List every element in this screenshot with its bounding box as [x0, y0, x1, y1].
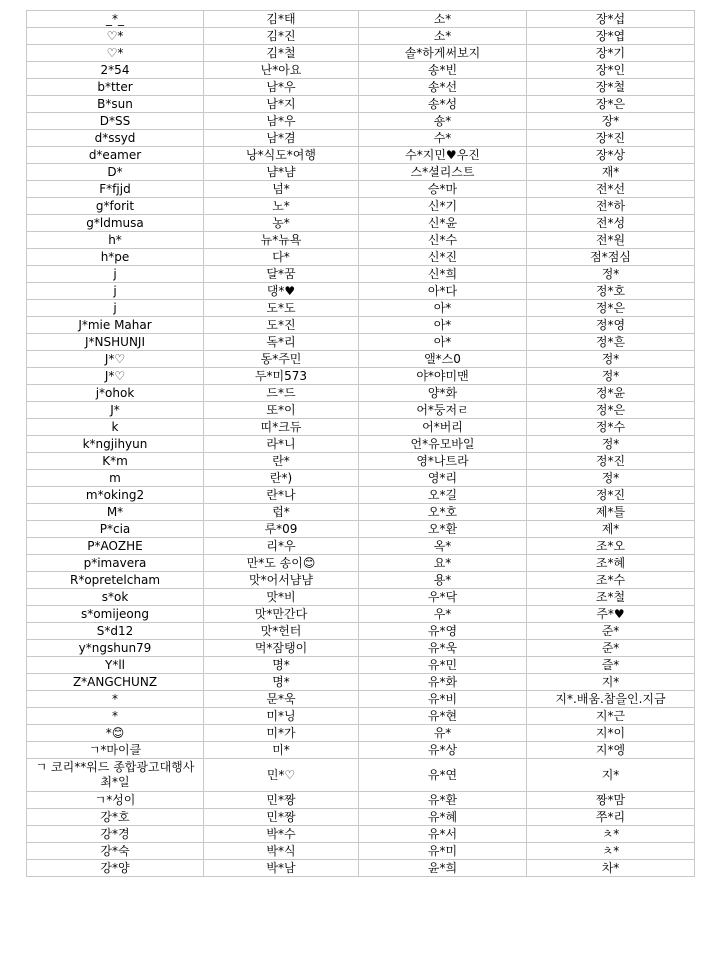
table-cell-name-col-4: 정*윤 [527, 385, 695, 402]
table-cell-name-col-1: ㄱ 코리**워드 종합광고대행사 최*일 [27, 759, 204, 792]
table-cell-name-col-3: 오*호 [359, 504, 527, 521]
table-cell-name-col-2: 루*09 [204, 521, 359, 538]
table-cell-name-col-2: 드*드 [204, 385, 359, 402]
table-cell-name-col-2: 독*리 [204, 334, 359, 351]
table-cell-name-col-1: d*ssyd [27, 130, 204, 147]
table-row [27, 555, 695, 572]
table-cell-name-col-4: 지*엥 [527, 742, 695, 759]
table-cell-name-col-1: b*tter [27, 79, 204, 96]
table-cell-name-col-3: 아* [359, 334, 527, 351]
table-row [27, 300, 695, 317]
table-cell-name-col-2: 댕*♥ [204, 283, 359, 300]
table-row [27, 266, 695, 283]
table-cell-name-col-4: 정* [527, 368, 695, 385]
table-cell-name-col-3: 스*셜리스트 [359, 164, 527, 181]
table-cell-name-col-4: 전*선 [527, 181, 695, 198]
table-cell-name-col-2: 민*♡ [204, 759, 359, 792]
table-cell-name-col-1: m [27, 470, 204, 487]
table-cell-name-col-1: s*ok [27, 589, 204, 606]
table-cell-name-col-3: 옥* [359, 538, 527, 555]
table-cell-name-col-1: k [27, 419, 204, 436]
table-cell-name-col-1: j [27, 283, 204, 300]
table-cell-name-col-1: s*omijeong [27, 606, 204, 623]
table-cell-name-col-1: h* [27, 232, 204, 249]
table-cell-name-col-2: 남*우 [204, 79, 359, 96]
table-cell-name-col-2: 김*철 [204, 45, 359, 62]
table-cell-name-col-3: 신*윤 [359, 215, 527, 232]
table-row [27, 504, 695, 521]
table-row [27, 164, 695, 181]
table-cell-name-col-1: 2*54 [27, 62, 204, 79]
table-cell-name-col-1: 강*호 [27, 809, 204, 826]
table-cell-name-col-2: 럽* [204, 504, 359, 521]
table-cell-name-col-2: 리*우 [204, 538, 359, 555]
table-cell-name-col-3: 유*비 [359, 691, 527, 708]
table-cell-name-col-2: 란* [204, 453, 359, 470]
table-cell-name-col-4: 즐* [527, 657, 695, 674]
names-table [26, 10, 695, 877]
table-cell-name-col-1: J*NSHUNJI [27, 334, 204, 351]
table-body [27, 11, 695, 877]
table-cell-name-col-4: 전*하 [527, 198, 695, 215]
table-cell-name-col-2: 맛*비 [204, 589, 359, 606]
table-row [27, 232, 695, 249]
table-row [27, 385, 695, 402]
table-cell-name-col-2: 명* [204, 674, 359, 691]
table-cell-name-col-2: 다* [204, 249, 359, 266]
table-cell-name-col-2: 명* [204, 657, 359, 674]
table-cell-name-col-4: 차* [527, 860, 695, 877]
table-row [27, 640, 695, 657]
table-cell-name-col-4: 지* [527, 759, 695, 792]
table-cell-name-col-1: B*sun [27, 96, 204, 113]
table-cell-name-col-4: 조*혜 [527, 555, 695, 572]
table-cell-name-col-4: 장*섭 [527, 11, 695, 28]
table-cell-name-col-1: S*d12 [27, 623, 204, 640]
table-cell-name-col-1: D*SS [27, 113, 204, 130]
table-row [27, 453, 695, 470]
table-row [27, 147, 695, 164]
table-row [27, 130, 695, 147]
table-cell-name-col-3: 요* [359, 555, 527, 572]
table-cell-name-col-3: 윤*희 [359, 860, 527, 877]
table-cell-name-col-1: *😊 [27, 725, 204, 742]
table-cell-name-col-3: 송*빈 [359, 62, 527, 79]
table-row [27, 843, 695, 860]
table-cell-name-col-3: 아* [359, 317, 527, 334]
table-cell-name-col-2: 란*) [204, 470, 359, 487]
table-cell-name-col-3: 수*지민♥우진 [359, 147, 527, 164]
table-cell-name-col-3: 송*선 [359, 79, 527, 96]
table-row [27, 317, 695, 334]
table-cell-name-col-2: 박*식 [204, 843, 359, 860]
table-cell-name-col-2: 먹*잠탱이 [204, 640, 359, 657]
table-cell-name-col-4: 정*호 [527, 283, 695, 300]
table-cell-name-col-4: 점*점심 [527, 249, 695, 266]
table-cell-name-col-4: ㅊ* [527, 826, 695, 843]
table-row [27, 436, 695, 453]
table-cell-name-col-3: 양*화 [359, 385, 527, 402]
table-cell-name-col-3: 용* [359, 572, 527, 589]
table-cell-name-col-3: 숑* [359, 113, 527, 130]
table-cell-name-col-4: 지*.배움.참을인.지금 [527, 691, 695, 708]
table-cell-name-col-3: 소* [359, 11, 527, 28]
table-cell-name-col-3: 유*화 [359, 674, 527, 691]
table-cell-name-col-1: j [27, 300, 204, 317]
table-cell-name-col-3: 유* [359, 725, 527, 742]
table-cell-name-col-1: k*ngjihyun [27, 436, 204, 453]
table-cell-name-col-4: 지* [527, 674, 695, 691]
table-cell-name-col-3: 신*희 [359, 266, 527, 283]
table-cell-name-col-3: 우*닥 [359, 589, 527, 606]
table-cell-name-col-4: 짱*맘 [527, 792, 695, 809]
table-row [27, 792, 695, 809]
table-cell-name-col-2: 낭*식도*여행 [204, 147, 359, 164]
table-cell-name-col-3: 유*영 [359, 623, 527, 640]
table-cell-name-col-4: 정*은 [527, 402, 695, 419]
table-cell-name-col-4: 정*영 [527, 317, 695, 334]
table-cell-name-col-2: 라*니 [204, 436, 359, 453]
table-cell-name-col-3: 유*연 [359, 759, 527, 792]
table-row [27, 521, 695, 538]
table-cell-name-col-1: * [27, 691, 204, 708]
table-cell-name-col-2: 도*진 [204, 317, 359, 334]
table-cell-name-col-2: 박*남 [204, 860, 359, 877]
table-cell-name-col-2: 뉴*뉴욕 [204, 232, 359, 249]
table-cell-name-col-2: 민*짱 [204, 792, 359, 809]
table-cell-name-col-1: j*ohok [27, 385, 204, 402]
table-cell-name-col-4: 제*틀 [527, 504, 695, 521]
table-cell-name-col-4: 장*은 [527, 96, 695, 113]
table-cell-name-col-1: d*eamer [27, 147, 204, 164]
table-cell-name-col-1: ♡* [27, 45, 204, 62]
table-row [27, 283, 695, 300]
table-row [27, 62, 695, 79]
table-row [27, 181, 695, 198]
table-cell-name-col-1: m*oking2 [27, 487, 204, 504]
table-cell-name-col-4: 조*철 [527, 589, 695, 606]
table-cell-name-col-4: 주*♥ [527, 606, 695, 623]
table-cell-name-col-3: 유*현 [359, 708, 527, 725]
table-cell-name-col-4: 지*이 [527, 725, 695, 742]
table-cell-name-col-2: 띠*크듀 [204, 419, 359, 436]
table-cell-name-col-2: 미* [204, 742, 359, 759]
table-row [27, 351, 695, 368]
table-row [27, 623, 695, 640]
table-cell-name-col-3: 앨*스0 [359, 351, 527, 368]
table-cell-name-col-4: 장*상 [527, 147, 695, 164]
table-row [27, 589, 695, 606]
table-row [27, 725, 695, 742]
table-row [27, 809, 695, 826]
table-cell-name-col-2: 농* [204, 215, 359, 232]
table-row [27, 419, 695, 436]
table-cell-name-col-1: J*mie Mahar [27, 317, 204, 334]
table-cell-name-col-1: J* [27, 402, 204, 419]
table-cell-name-col-4: 장*철 [527, 79, 695, 96]
table-cell-name-col-4: 장*기 [527, 45, 695, 62]
table-row [27, 96, 695, 113]
table-cell-name-col-1: K*m [27, 453, 204, 470]
table-cell-name-col-4: 재* [527, 164, 695, 181]
table-cell-name-col-4: 정* [527, 266, 695, 283]
table-cell-name-col-1: ♡* [27, 28, 204, 45]
table-cell-name-col-3: 유*혜 [359, 809, 527, 826]
table-cell-name-col-3: 영*리 [359, 470, 527, 487]
table-cell-name-col-2: 두*미573 [204, 368, 359, 385]
table-cell-name-col-2: 냠*냠 [204, 164, 359, 181]
table-cell-name-col-3: 오*길 [359, 487, 527, 504]
table-cell-name-col-3: 어*둥저ㄹ [359, 402, 527, 419]
table-row [27, 402, 695, 419]
table-row [27, 487, 695, 504]
table-cell-name-col-3: 송*성 [359, 96, 527, 113]
table-row [27, 45, 695, 62]
table-cell-name-col-2: 박*수 [204, 826, 359, 843]
table-cell-name-col-4: 전*원 [527, 232, 695, 249]
table-cell-name-col-2: 달*꿈 [204, 266, 359, 283]
table-cell-name-col-2: 또*이 [204, 402, 359, 419]
table-cell-name-col-4: 정*흔 [527, 334, 695, 351]
table-cell-name-col-2: 미*닝 [204, 708, 359, 725]
table-cell-name-col-2: 남*지 [204, 96, 359, 113]
table-cell-name-col-3: 아* [359, 300, 527, 317]
table-cell-name-col-1: P*cia [27, 521, 204, 538]
table-cell-name-col-1: Z*ANGCHUNZ [27, 674, 204, 691]
table-cell-name-col-4: 정*은 [527, 300, 695, 317]
table-cell-name-col-4: 준* [527, 623, 695, 640]
table-cell-name-col-4: 장*엽 [527, 28, 695, 45]
table-row [27, 215, 695, 232]
table-cell-name-col-2: 미*가 [204, 725, 359, 742]
table-cell-name-col-4: 조*오 [527, 538, 695, 555]
table-row [27, 826, 695, 843]
table-cell-name-col-2: 노* [204, 198, 359, 215]
table-cell-name-col-4: 장*진 [527, 130, 695, 147]
table-cell-name-col-1: * [27, 708, 204, 725]
table-cell-name-col-3: 신*진 [359, 249, 527, 266]
table-cell-name-col-4: 조*수 [527, 572, 695, 589]
table-cell-name-col-1: R*opretelcham [27, 572, 204, 589]
table-cell-name-col-2: 란*나 [204, 487, 359, 504]
table-cell-name-col-3: 소* [359, 28, 527, 45]
table-cell-name-col-1: M* [27, 504, 204, 521]
table-cell-name-col-1: j [27, 266, 204, 283]
table-cell-name-col-3: 어*버리 [359, 419, 527, 436]
table-cell-name-col-4: 전*성 [527, 215, 695, 232]
table-cell-name-col-4: ㅊ* [527, 843, 695, 860]
table-cell-name-col-2: 맛*만간다 [204, 606, 359, 623]
table-row [27, 708, 695, 725]
table-cell-name-col-3: 유*민 [359, 657, 527, 674]
table-cell-name-col-1: h*pe [27, 249, 204, 266]
table-cell-name-col-1: J*♡ [27, 351, 204, 368]
table-cell-name-col-1: ㄱ*성이 [27, 792, 204, 809]
table-cell-name-col-3: 유*욱 [359, 640, 527, 657]
table-cell-name-col-3: 언*유모바일 [359, 436, 527, 453]
table-cell-name-col-2: 동*주민 [204, 351, 359, 368]
table-row [27, 691, 695, 708]
table-cell-name-col-4: 정* [527, 351, 695, 368]
table-cell-name-col-1: P*AOZHE [27, 538, 204, 555]
table-cell-name-col-2: 만*도 송이😊 [204, 555, 359, 572]
table-cell-name-col-4: 지*근 [527, 708, 695, 725]
table-row [27, 11, 695, 28]
table-cell-name-col-1: 강*숙 [27, 843, 204, 860]
table-row [27, 674, 695, 691]
table-row [27, 742, 695, 759]
table-cell-name-col-3: 수* [359, 130, 527, 147]
table-cell-name-col-3: 유*미 [359, 843, 527, 860]
table-cell-name-col-3: 야*야미맨 [359, 368, 527, 385]
table-cell-name-col-3: 아*다 [359, 283, 527, 300]
table-cell-name-col-4: 정* [527, 470, 695, 487]
table-cell-name-col-3: 신*수 [359, 232, 527, 249]
table-cell-name-col-4: 장* [527, 113, 695, 130]
table-row [27, 538, 695, 555]
table-cell-name-col-1: g*forit [27, 198, 204, 215]
table-cell-name-col-4: 정* [527, 436, 695, 453]
table-cell-name-col-1: 강*경 [27, 826, 204, 843]
table-cell-name-col-4: 장*인 [527, 62, 695, 79]
table-cell-name-col-3: 솔*하게써보지 [359, 45, 527, 62]
table-cell-name-col-1: J*♡ [27, 368, 204, 385]
table-cell-name-col-3: 영*나트라 [359, 453, 527, 470]
table-cell-name-col-2: 맛*어서냠냠 [204, 572, 359, 589]
table-row [27, 198, 695, 215]
table-cell-name-col-3: 승*마 [359, 181, 527, 198]
table-cell-name-col-3: 오*환 [359, 521, 527, 538]
table-row [27, 470, 695, 487]
table-cell-name-col-1: _*_ [27, 11, 204, 28]
table-row [27, 759, 695, 792]
table-cell-name-col-2: 남*우 [204, 113, 359, 130]
table-cell-name-col-4: 정*진 [527, 453, 695, 470]
table-cell-name-col-2: 김*진 [204, 28, 359, 45]
table-cell-name-col-1: y*ngshun79 [27, 640, 204, 657]
table-row [27, 572, 695, 589]
table-cell-name-col-4: 쭈*리 [527, 809, 695, 826]
table-cell-name-col-1: p*imavera [27, 555, 204, 572]
table-cell-name-col-2: 넘* [204, 181, 359, 198]
table-cell-name-col-1: 강*양 [27, 860, 204, 877]
table-row [27, 79, 695, 96]
table-cell-name-col-4: 정*수 [527, 419, 695, 436]
table-cell-name-col-2: 난*아요 [204, 62, 359, 79]
table-cell-name-col-1: D* [27, 164, 204, 181]
table-cell-name-col-1: Y*ll [27, 657, 204, 674]
table-row [27, 334, 695, 351]
table-row [27, 657, 695, 674]
table-cell-name-col-2: 도*도 [204, 300, 359, 317]
table-cell-name-col-4: 준* [527, 640, 695, 657]
table-cell-name-col-2: 김*태 [204, 11, 359, 28]
table-row [27, 28, 695, 45]
table-cell-name-col-3: 유*상 [359, 742, 527, 759]
table-row [27, 606, 695, 623]
table-cell-name-col-2: 맛*헌터 [204, 623, 359, 640]
table-cell-name-col-4: 제* [527, 521, 695, 538]
table-cell-name-col-4: 정*진 [527, 487, 695, 504]
table-cell-name-col-1: g*ldmusa [27, 215, 204, 232]
table-row [27, 860, 695, 877]
table-cell-name-col-3: 유*환 [359, 792, 527, 809]
table-cell-name-col-3: 우* [359, 606, 527, 623]
table-row [27, 113, 695, 130]
table-cell-name-col-3: 신*기 [359, 198, 527, 215]
table-cell-name-col-1: F*fjjd [27, 181, 204, 198]
table-cell-name-col-2: 남*겸 [204, 130, 359, 147]
table-cell-name-col-1: ㄱ*마이클 [27, 742, 204, 759]
table-row [27, 249, 695, 266]
table-cell-name-col-2: 민*짱 [204, 809, 359, 826]
table-cell-name-col-2: 문*욱 [204, 691, 359, 708]
table-cell-name-col-3: 유*서 [359, 826, 527, 843]
table-row [27, 368, 695, 385]
